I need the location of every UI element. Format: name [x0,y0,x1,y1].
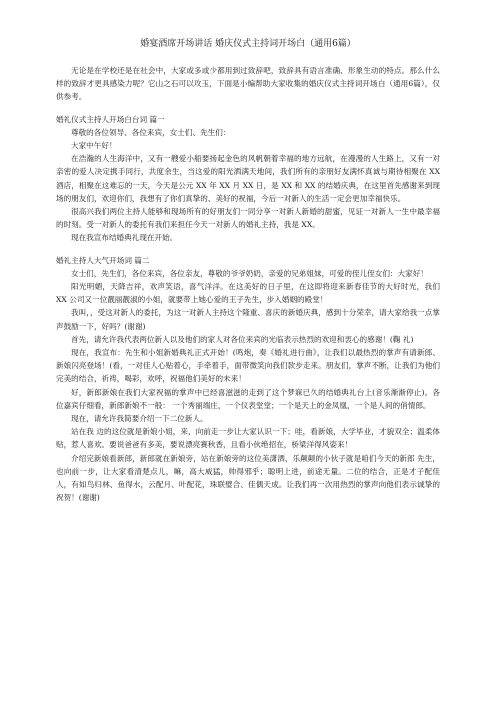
section2-paragraph: 介绍完新娘看新郎，新郎就在新娘旁，站在新娘旁的这位美潇洒、乐颠颠的小伙子就是咱们今天的新郎 先生，也向前一步，让大家看清楚点儿，嘛，高大威猛，帅得邪乎；聪明上进，前途无量。二位的结合，正是才子配佳人，有如鸟归林、鱼得水，云配月、叶配花，珠联璧合、佳偶天成。让我们再一次用热烈的掌声向他们表示诚挚的祝贺！(谢谢) [56,453,440,503]
section2-paragraph: 我叫，，受这对新人的委托，为这一对新人主持这个隆重、喜庆的新婚庆典，感到十分荣幸，请大家给我一点掌声鼓励一下，好吗？(谢谢) [56,308,440,331]
section1-paragraph: 很高兴我们两位主持人能够和现场所有的好朋友们一同分享一对新人新婚的甜蜜，见证一对新人一生中最幸福的时刻。受一对新人的委托有我们来担任今天一对新人的婚礼主持，我是 XX。 [56,207,440,230]
section2-paragraph: 现在，我宣布：先生和小姐新婚典礼正式开始！(鸣炮，奏《婚礼进行曲》，让我们以最热烈的掌声有请新郎、新娘闪亮登场！(看，一对佳人心贴着心，手牵着手，面带微笑向我们款步走来。朋友们，掌声不断，让我们为他们完美的结合，祈祷，喝彩，欢呼，祝福他们美好的未来！ [56,348,440,384]
section2-paragraph: 站在我 边的这位就是新娘小姐，来，向前走一步让大家认识一下；哇，看新娘，大学毕业，才貌双全；温柔体贴，惹人喜欢。要说爸爸有多美，要说漂亮赛秋香，且看小伙绝招在，桥梁洋得风姿来！ [56,427,440,450]
document-title: 婚宴酒席开场讲话 婚庆仪式主持词开场白（通用6篇） [140,39,356,49]
section1-heading: 婚礼仪式主持人开场白台词 篇一 [56,114,165,124]
section1-paragraph: 大家中午好！ [71,141,117,151]
section2-heading: 婚礼主持人大气开场词 篇二 [56,255,150,265]
intro-paragraph: 无论是在学校还是在社会中，大家或多或少都用到过致辞吧，致辞具有语言准确、形象生动的特点。那么什么样的致辞才更具感染力呢？它山之石可以攻玉，下面是小编帮助大家收集的婚庆仪式主持词开场白（通用6篇），仅供参考。 [56,66,440,102]
spacer [56,104,440,113]
section2-paragraph: 首先，请允许我代表两位新人以及他们的家人对各位来宾的光临表示热烈的欢迎和衷心的感谢！(鞠 礼) [71,334,414,344]
section1-paragraph: 尊敬的各位领导、各位来宾，女士们、先生们： [71,127,231,137]
section2-paragraph: 好，新郎新娘在我们大家祝福的掌声中已经喜滋滋的走到了这个梦寐已久的结婚典礼台上(音乐渐渐停止)。各位嘉宾仔细看，新郎新娘不一般： 一个秀丽端庄，一个仪表堂堂；一个是天上的金凤凰，一个是人间的俏情郎。 [56,387,440,410]
section1-paragraph: 现在我宣布结婚典礼现在开始。 [71,233,178,243]
section2-paragraph: 女士们，先生们，各位来宾，各位亲友，尊敬的爷爷奶奶，亲爱的兄弟姐妹，可爱的侄儿侄女们：大家好！ [71,268,428,278]
section1-paragraph: 在浩瀚的人生海洋中，又有一艘爱小船要扬起金色的风帆朝着幸福的地方远航，在漫漫的人生路上，又有一对亲密的爱人决定携手同行，共度余生，当这爱的阳光洒满天地间，我们所有的亲朋好友满怀真诚与期待相聚在 XX 酒店，相聚在这难忘的一天，今天是公元 XX 年 XX 月 XX 日，是 XX 和 XX 的结婚庆典，在这里首先感谢来到现场的朋友们，欢迎你们，我想有了你们真挚的、美好的祝福，今后一对新人的生活一定会更加幸福快乐。 [56,154,440,203]
section2-paragraph: 阳光明媚，天降吉祥，欢声笑语，喜气洋洋。在这美好的日子里，在这即将迎来新春佳节的大好时光，我们 XX 公司又一位靓丽靓淑的小姐，就要带上她心爱的王子先生，步入婚姻的殿堂！ [56,282,440,305]
section2-paragraph: 现在，请允许我简要介绍一下二位新人。 [71,414,208,424]
